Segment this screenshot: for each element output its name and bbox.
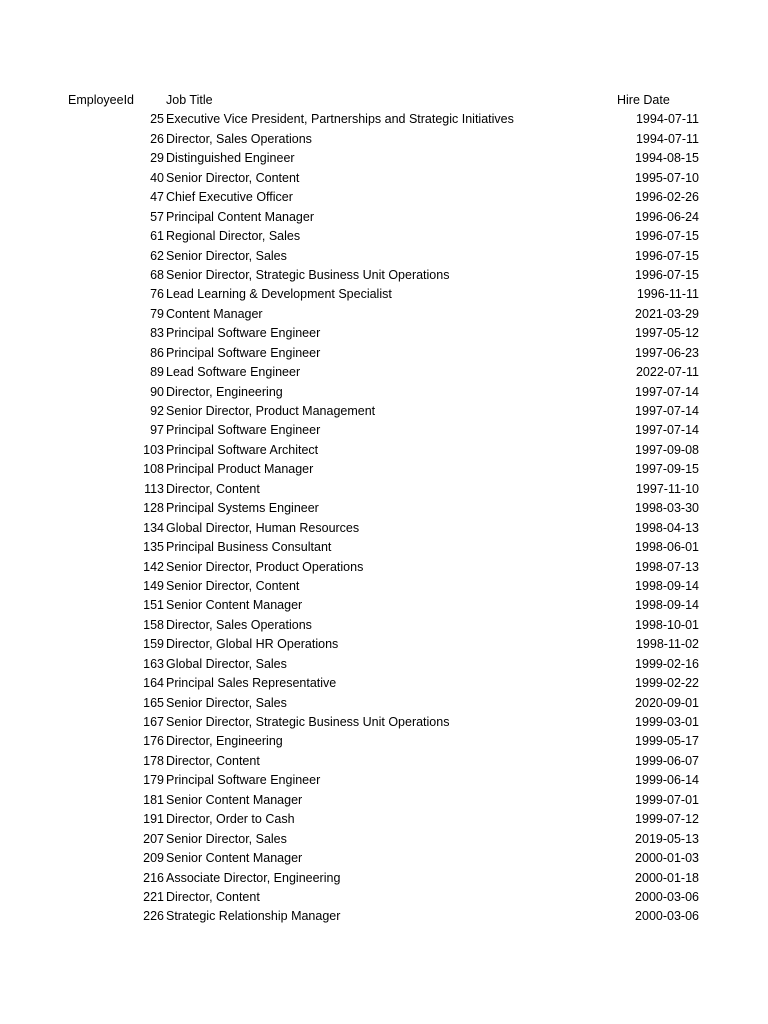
job-title-cell: Director, Engineering: [166, 734, 283, 749]
table-row: [0, 363, 768, 382]
job-title-cell: Chief Executive Officer: [166, 190, 293, 205]
job-title-cell: Director, Content: [166, 481, 260, 496]
hire-date-cell: 2000-03-06: [635, 889, 699, 904]
employee-id-cell: 47: [150, 190, 164, 205]
job-title-cell: Principal Software Architect: [166, 442, 319, 457]
job-title-cell: Distinguished Engineer: [166, 151, 295, 166]
hire-date-cell: 1996-02-26: [635, 190, 699, 205]
employee-id-cell: 165: [143, 695, 164, 710]
hire-date-cell: 1997-09-08: [635, 442, 699, 457]
hire-date-cell: 2000-01-03: [635, 851, 699, 866]
hire-date-cell: 1998-07-13: [635, 559, 699, 574]
job-title-cell: Senior Director, Strategic Business Unit Operations: [166, 715, 450, 729]
job-title-cell: Director, Global HR Operations: [166, 637, 339, 652]
employee-id-cell: 113: [144, 481, 164, 496]
job-title-cell: Senior Director, Product Management: [166, 404, 376, 418]
table-row: [0, 810, 768, 829]
table-body: [0, 110, 768, 926]
hire-date-cell: 1999-02-16: [635, 656, 699, 671]
job-title-cell: Principal Systems Engineer: [166, 501, 319, 516]
table-row: [0, 791, 768, 810]
job-title-cell: Senior Director, Sales: [166, 695, 287, 710]
job-title-cell: Senior Director, Product Operations: [166, 559, 364, 574]
job-title-cell: Senior Director, Strategic Business Unit Operations: [166, 267, 450, 282]
hire-date-cell: 1997-07-14: [635, 384, 699, 399]
table-row: [0, 849, 768, 868]
job-title-cell: Global Director, Sales: [166, 656, 287, 671]
job-title-cell: Regional Director, Sales: [166, 229, 301, 244]
hire-date-cell: 1997-11-10: [635, 481, 699, 496]
table-row: [0, 344, 768, 363]
hire-date-cell: 1999-03-01: [635, 715, 699, 729]
employee-id-cell: 128: [143, 501, 164, 516]
hire-date-cell: 1999-05-17: [635, 734, 699, 749]
employee-id-cell: 76: [150, 287, 164, 302]
table-row: [0, 907, 768, 926]
job-title-cell: Principal Business Consultant: [166, 540, 332, 555]
hire-date-cell: 1998-09-14: [635, 578, 699, 593]
job-title-cell: Strategic Relationship Manager: [166, 909, 341, 924]
hire-date-cell: 1997-07-14: [635, 423, 699, 438]
table-row: [0, 130, 768, 149]
employee-id-cell: 221: [143, 889, 164, 904]
table-row: [0, 266, 768, 285]
table-row: [0, 713, 768, 732]
table-row: [0, 460, 768, 479]
job-title-cell: Principal Product Manager: [166, 462, 314, 477]
table-row: [0, 188, 768, 207]
job-title-cell: Principal Software Engineer: [166, 423, 321, 438]
job-title-cell: Senior Director, Sales: [166, 248, 287, 263]
table-row: [0, 383, 768, 402]
hire-date-cell: 1996-07-15: [635, 267, 699, 282]
hire-date-cell: 1995-07-10: [635, 170, 699, 185]
hire-date-cell: 2000-01-18: [635, 870, 699, 885]
hire-date-cell: 1996-07-15: [635, 229, 699, 244]
table-row: [0, 558, 768, 577]
employee-id-cell: 142: [143, 559, 164, 574]
employee-id-cell: 108: [143, 462, 164, 477]
job-title-cell: Director, Content: [166, 753, 260, 768]
employee-id-cell: 167: [143, 715, 164, 729]
header-hire-date: Hire Date: [617, 93, 670, 107]
hire-date-cell: 1998-04-13: [635, 520, 699, 535]
employee-id-cell: 179: [143, 773, 164, 788]
hire-date-cell: 1997-06-23: [635, 345, 699, 360]
job-title-cell: Senior Director, Content: [166, 578, 300, 593]
table-row: [0, 888, 768, 907]
hire-date-cell: 1999-02-22: [635, 676, 699, 691]
table-row: [0, 674, 768, 693]
table-row: [0, 538, 768, 557]
hire-date-cell: 2020-09-01: [635, 695, 699, 710]
employee-id-cell: 176: [143, 734, 164, 749]
table-row: [0, 169, 768, 188]
job-title-cell: Director, Sales Operations: [166, 617, 312, 632]
table-row: [0, 247, 768, 266]
employee-table: [0, 91, 768, 927]
hire-date-cell: 1996-11-11: [636, 287, 699, 302]
table-header-row: [0, 91, 768, 110]
job-title-cell: Director, Order to Cash: [166, 812, 295, 827]
job-title-cell: Director, Content: [166, 889, 260, 904]
hire-date-cell: 1996-06-24: [635, 209, 699, 224]
table-row: [0, 324, 768, 343]
hire-date-cell: 1999-06-07: [635, 753, 699, 768]
employee-id-cell: 97: [150, 423, 164, 438]
hire-date-cell: 2019-05-13: [635, 831, 699, 846]
hire-date-cell: 1996-07-15: [635, 248, 699, 263]
header-employee-id: EmployeeId: [68, 93, 135, 107]
employee-id-cell: 158: [143, 617, 164, 632]
table-row: [0, 596, 768, 615]
job-title-cell: Senior Content Manager: [166, 598, 303, 613]
employee-id-cell: 89: [150, 365, 164, 380]
employee-id-cell: 216: [143, 870, 164, 885]
table-row: [0, 616, 768, 635]
job-title-cell: Director, Engineering: [166, 384, 283, 399]
hire-date-cell: 1999-06-14: [635, 773, 699, 788]
table-row: [0, 149, 768, 168]
employee-id-cell: 135: [143, 540, 164, 555]
employee-id-cell: 79: [150, 306, 164, 321]
table-row: [0, 732, 768, 751]
hire-date-cell: 1994-07-11: [635, 112, 699, 127]
hire-date-cell: 1998-09-14: [635, 598, 699, 613]
hire-date-cell: 1998-11-02: [635, 637, 699, 652]
job-title-cell: Global Director, Human Resources: [166, 520, 360, 535]
table-row: [0, 110, 768, 129]
job-title-cell: Lead Learning & Development Specialist: [166, 287, 392, 302]
job-title-cell: Content Manager: [166, 306, 263, 321]
table-row: [0, 227, 768, 246]
table-row: [0, 499, 768, 518]
job-title-cell: Lead Software Engineer: [166, 365, 301, 380]
employee-id-cell: 83: [150, 326, 164, 341]
table-row: [0, 869, 768, 888]
job-title-cell: Principal Content Manager: [166, 209, 314, 224]
hire-date-cell: 1998-06-01: [635, 540, 699, 555]
table-row: [0, 655, 768, 674]
hire-date-cell: 2000-03-06: [635, 909, 699, 924]
table-row: [0, 771, 768, 790]
employee-id-cell: 163: [143, 656, 164, 671]
job-title-cell: Executive Vice President, Partnerships and Strategic Initiatives: [166, 112, 514, 127]
table-row: [0, 519, 768, 538]
employee-id-cell: 159: [143, 637, 164, 652]
table-row: [0, 208, 768, 227]
employee-id-cell: 40: [150, 170, 164, 185]
job-title-cell: Senior Director, Content: [166, 170, 300, 185]
employee-id-cell: 62: [150, 248, 164, 263]
employee-id-cell: 209: [143, 851, 164, 866]
table-row: [0, 421, 768, 440]
hire-date-cell: 1999-07-12: [635, 812, 699, 827]
job-title-cell: Senior Director, Sales: [166, 831, 287, 846]
employee-id-cell: 226: [143, 909, 164, 924]
employee-id-cell: 178: [143, 753, 164, 768]
employee-id-cell: 25: [150, 112, 164, 127]
hire-date-cell: 1997-09-15: [635, 462, 699, 477]
table-row: [0, 694, 768, 713]
employee-id-cell: 164: [143, 676, 164, 691]
hire-date-cell: 1998-10-01: [635, 617, 699, 632]
employee-id-cell: 68: [150, 267, 164, 282]
employee-id-cell: 151: [143, 598, 164, 613]
employee-id-cell: 149: [143, 578, 164, 593]
employee-id-cell: 181: [143, 792, 164, 807]
hire-date-cell: 1997-05-12: [635, 326, 699, 341]
table-row: [0, 402, 768, 421]
hire-date-cell: 1998-03-30: [635, 501, 699, 516]
job-title-cell: Associate Director, Engineering: [166, 870, 341, 885]
table-row: [0, 752, 768, 771]
job-title-cell: Principal Software Engineer: [166, 326, 321, 341]
job-title-cell: Principal Software Engineer: [166, 773, 321, 788]
hire-date-cell: 1994-08-15: [635, 151, 699, 166]
table-row: [0, 577, 768, 596]
employee-id-cell: 29: [150, 151, 164, 166]
employee-id-cell: 57: [150, 209, 164, 224]
employee-id-cell: 207: [143, 831, 164, 846]
job-title-cell: Director, Sales Operations: [166, 131, 312, 146]
hire-date-cell: 2021-03-29: [635, 306, 699, 321]
hire-date-cell: 1997-07-14: [635, 404, 699, 418]
hire-date-cell: 2022-07-11: [635, 365, 699, 380]
table-row: [0, 635, 768, 654]
employee-id-cell: 26: [150, 131, 164, 146]
table-row: [0, 480, 768, 499]
table-row: [0, 830, 768, 849]
table-row: [0, 285, 768, 304]
job-title-cell: Senior Content Manager: [166, 851, 303, 866]
hire-date-cell: 1994-07-11: [635, 131, 699, 146]
employee-id-cell: 103: [143, 442, 164, 457]
employee-id-cell: 191: [143, 812, 164, 827]
employee-id-cell: 90: [150, 384, 164, 399]
employee-id-cell: 134: [143, 520, 164, 535]
job-title-cell: Principal Sales Representative: [166, 676, 337, 691]
header-job-title: Job Title: [166, 93, 213, 107]
employee-id-cell: 92: [150, 404, 164, 418]
employee-id-cell: 61: [150, 229, 164, 244]
employee-id-cell: 86: [150, 345, 164, 360]
table-row: [0, 305, 768, 324]
table-row: [0, 441, 768, 460]
hire-date-cell: 1999-07-01: [635, 792, 699, 807]
job-title-cell: Principal Software Engineer: [166, 345, 321, 360]
job-title-cell: Senior Content Manager: [166, 792, 303, 807]
